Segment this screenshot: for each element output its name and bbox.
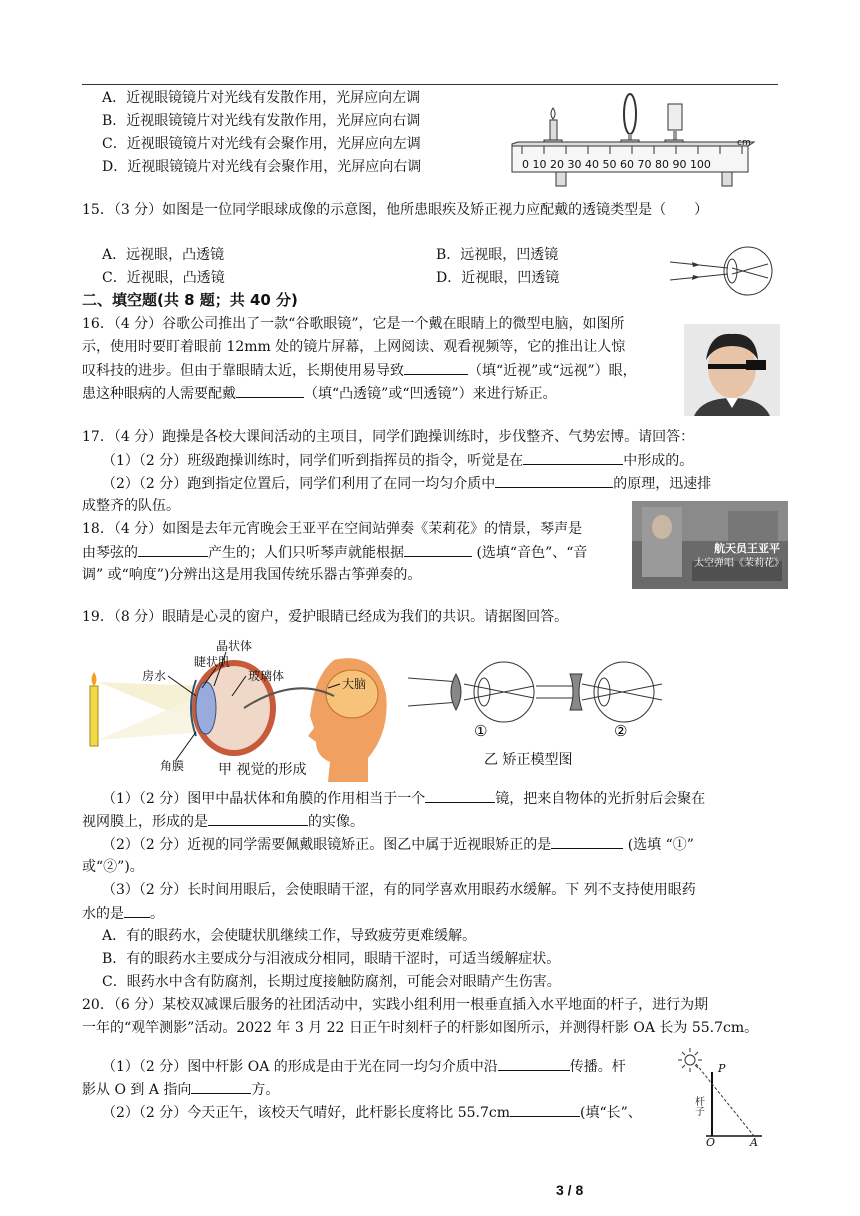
q19-p1-tail: 的实像。 xyxy=(308,814,364,830)
answer-blank[interactable] xyxy=(498,1056,570,1071)
answer-blank[interactable] xyxy=(425,788,495,803)
q16-line2: 示，使用时要盯着眼前 12mm 处的镜片屏幕，上网阅读、观看视频等，它的推出让人惊 xyxy=(82,339,626,355)
correction-model-figure xyxy=(404,656,668,738)
answer-blank[interactable] xyxy=(404,542,472,557)
optical-bench-figure xyxy=(508,92,758,190)
answer-blank[interactable] xyxy=(208,811,308,826)
q19-p1-line2-text: 视网膜上，形成的是 xyxy=(82,814,208,830)
q20-line2: 一年的“观竿测影”活动。2022 年 3 月 22 日正午时刻杆子的杆影如图所示，并测得杆影 OA 长为 55.7cm。 xyxy=(82,1020,759,1036)
q20-line1: 20．（6 分）某校双减课后服务的社团活动中，实践小组利用一根垂直插入水平地面的杆子，进行为期 xyxy=(82,997,709,1013)
q15-option-b: B．远视眼，凹透镜 xyxy=(436,247,559,263)
q20-p1-line2-text: 影从 O 到 A 指向 xyxy=(82,1082,192,1098)
q16-line1: 16．（4 分）谷歌公司推出了一款“谷歌眼镜”，它是一个戴在眼睛上的微型电脑，如图所 xyxy=(82,316,625,332)
q14-option-d: D．近视眼镜镜片对光线有会聚作用，光屏应向右调 xyxy=(102,159,422,175)
pole-shadow-figure xyxy=(676,1046,772,1148)
q19-option-c: C．眼药水中含有防腐剂，长期过度接触防腐剂，可能会对眼睛产生伤害。 xyxy=(102,974,561,990)
q18-line2-tail: (选填“音色”、“音 xyxy=(476,545,588,561)
q17-part1-tail: 中形成的。 xyxy=(623,453,694,469)
q19-p3-tail: 。 xyxy=(150,906,164,922)
q15-stem: 15．（3 分）如图是一位同学眼球成像的示意图，他所患眼疾及矫正视力应配戴的透镜类型是（ ） xyxy=(82,202,709,218)
answer-blank[interactable] xyxy=(124,903,150,918)
header-rule xyxy=(82,84,778,85)
label-brain: 大脑 xyxy=(342,677,367,691)
q16-line3 xyxy=(82,360,637,381)
q18-line2-mid: 产生的；人们只听琴声就能根据 xyxy=(208,545,404,561)
q19-p1-line2 xyxy=(82,811,364,832)
answer-blank[interactable] xyxy=(551,834,623,849)
q16-line3-text: 叹科技的进步。但由于靠眼睛太近，长期使用易导致 xyxy=(82,363,404,379)
q17-line2 xyxy=(102,450,693,471)
label-ciliary: 睫状肌 xyxy=(194,655,231,669)
q19-p2-line1 xyxy=(102,834,694,855)
q20-p1-line1 xyxy=(102,1056,626,1077)
q15-option-c: C．近视眼，凸透镜 xyxy=(102,270,225,286)
q18-line3: 调” 或“响度”)分辨出这是用我国传统乐器古筝弹奏的。 xyxy=(82,567,422,583)
q17-line3 xyxy=(102,473,711,494)
q16-line4-tail: （填“凸透镜”或“凹透镜”）来进行矫正。 xyxy=(304,386,557,402)
q19-p3-text: 水的是 xyxy=(82,906,124,922)
answer-blank[interactable] xyxy=(510,1102,580,1117)
q20-p1-mid: 传播。杆 xyxy=(569,1059,626,1075)
q17-line4: 成整齐的队伍。 xyxy=(82,498,180,514)
q17-part2-text: （2）（2 分）跑到指定位置后，同学们利用了在同一均匀介质中 xyxy=(102,476,496,492)
q19-p1-line1 xyxy=(102,788,705,809)
q19-p3-line1: （3）（2 分）长时间用眼后，会使眼睛干涩，有的同学喜欢用眼药水缓解。下 列不支持使用眼药 xyxy=(102,882,696,898)
q16-line4-text: 患这种眼病的人需要配戴 xyxy=(82,386,236,402)
answer-blank[interactable] xyxy=(495,473,613,488)
model-mark-1: ① xyxy=(474,722,488,738)
q20-p2-text: （2）（2 分）今天正午，该校天气晴好，此杆影长度将比 55.7cm xyxy=(102,1105,511,1121)
q19-p2-line2: 或“②”)。 xyxy=(82,859,144,875)
q19-p3-line2 xyxy=(82,903,164,924)
q20-p1-line2 xyxy=(82,1079,279,1100)
bench-scale: 0 10 20 30 40 50 60 70 80 90 100 xyxy=(522,158,711,171)
q17-line1: 17．（4 分）跑操是各校大课间活动的主项目，同学们跑操训练时，步伐整齐、气势宏博。请回答： xyxy=(82,429,695,445)
q20-p1-text: （1）（2 分）图中杆影 OA 的形成是由于光在同一均匀介质中沿 xyxy=(102,1059,498,1075)
q19-option-b: B．有的眼药水主要成分与泪液成分相同，眼睛干涩时，可适当缓解症状。 xyxy=(102,951,561,967)
q19-p2-text: （2）（2 分）近视的同学需要佩戴眼镜矫正。图乙中属于近视眼矫正的是 xyxy=(102,837,552,853)
eye-diagram-q15 xyxy=(670,244,786,298)
label-cornea: 角膜 xyxy=(160,759,185,773)
q14-option-b: B．近视眼镜镜片对光线有发散作用，光屏应向右调 xyxy=(102,113,421,129)
figure-caption-yi: 乙 矫正模型图 xyxy=(484,752,573,768)
pole-label: 杆子 xyxy=(692,1096,704,1116)
q16-line3-tail: （填“近视”或“远视”）眼， xyxy=(468,363,637,379)
page-number: 3 / 8 xyxy=(556,1182,584,1198)
q18-line2 xyxy=(82,542,587,563)
q14-option-c: C．近视眼镜镜片对光线有会聚作用，光屏应向左调 xyxy=(102,136,421,152)
answer-blank[interactable] xyxy=(404,360,468,375)
space-station-photo xyxy=(632,501,788,589)
q20-p2-line1 xyxy=(102,1102,642,1123)
q19-option-a: A．有的眼药水，会使睫状肌继续工作，导致疲劳更难缓解。 xyxy=(102,928,477,944)
figure-caption-jia: 甲 视觉的形成 xyxy=(218,762,307,778)
bench-unit: cm xyxy=(737,138,751,148)
q19-p1-text: （1）（2 分）图甲中晶状体和角膜的作用相当于一个 xyxy=(102,791,426,807)
answer-blank[interactable] xyxy=(138,542,208,557)
google-glass-photo xyxy=(684,324,780,416)
photo-caption-line1: 航天员王亚平 xyxy=(714,542,780,555)
answer-blank[interactable] xyxy=(191,1079,251,1094)
q17-part2-tail: 的原理，迅速排 xyxy=(613,476,712,492)
answer-blank[interactable] xyxy=(236,383,304,398)
label-lens: 晶状体 xyxy=(216,639,253,653)
point-o-label: O xyxy=(706,1136,716,1148)
answer-blank[interactable] xyxy=(523,450,623,465)
q19-p2-tail: (选填 “①” xyxy=(627,837,694,853)
q20-p2-tail: (填“长”、 xyxy=(580,1105,642,1121)
q15-option-a: A．远视眼，凸透镜 xyxy=(102,247,225,263)
q15-option-d: D．近视眼，凹透镜 xyxy=(436,270,560,286)
point-a-label: A xyxy=(750,1136,758,1148)
q18-line1: 18．（4 分）如图是去年元宵晚会王亚平在空间站弹奏《茉莉花》的情景，琴声是 xyxy=(82,521,583,537)
point-p-label: P xyxy=(718,1062,726,1075)
label-vitreous: 玻璃体 xyxy=(248,669,285,683)
q19-stem: 19．（8 分）眼睛是心灵的窗户，爱护眼睛已经成为我们的共识。请据图回答。 xyxy=(82,609,569,625)
model-mark-2: ② xyxy=(614,722,628,738)
q19-p1-mid: 镜，把来自物体的光折射后会聚在 xyxy=(495,791,706,807)
q16-line4 xyxy=(82,383,557,404)
section-title: 二、填空题(共 8 题；共 40 分) xyxy=(82,291,298,309)
label-aqueous: 房水 xyxy=(142,669,167,683)
q18-line2-text: 由琴弦的 xyxy=(82,545,138,561)
photo-caption-line2: 太空弹唱《茉莉花》 xyxy=(694,558,784,569)
q20-p1-tail: 方。 xyxy=(251,1082,280,1098)
q17-part1-text: （1）（2 分）班级跑操训练时，同学们听到指挥员的指令，听觉是在 xyxy=(102,453,524,469)
q14-option-a: A．近视眼镜镜片对光线有发散作用，光屏应向左调 xyxy=(102,90,421,106)
